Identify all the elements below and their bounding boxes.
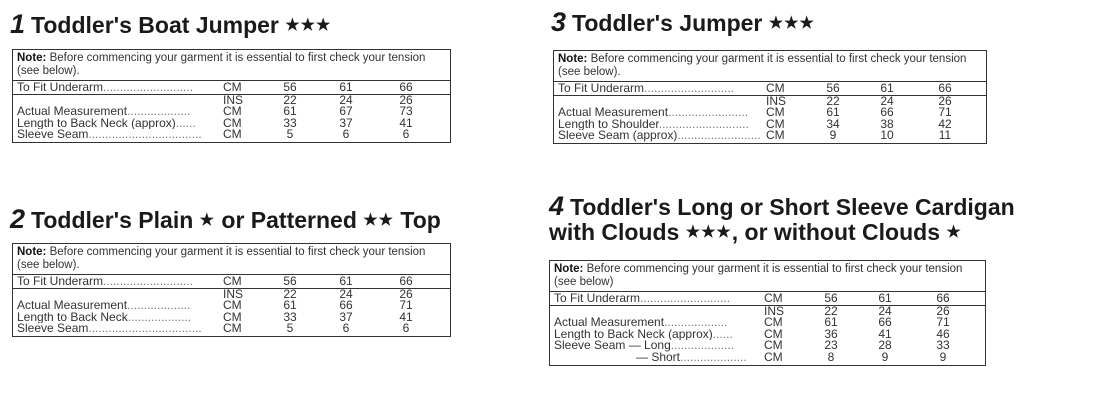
- size-value: 10: [880, 128, 894, 143]
- pattern-2-title-mid: or Patterned: [221, 207, 357, 233]
- row-label: [17, 312, 223, 324]
- size-value: 22: [283, 286, 297, 301]
- size-value: 26: [399, 92, 413, 107]
- tension-note: Note: Before commencing your garment it is essential to first check your tension (see below): [550, 261, 985, 292]
- row-label: [558, 107, 766, 119]
- pattern-2-number: 2: [10, 204, 26, 234]
- unit-label: INS: [764, 303, 785, 318]
- row-label-text: To Fit Underarm: [17, 82, 104, 94]
- difficulty-stars: ★★★: [768, 15, 815, 32]
- size-value: 42: [938, 116, 952, 131]
- tension-note: Note: Before commencing your garment it is essential to first check your tension (see below).: [554, 51, 986, 82]
- unit-label: CM: [766, 128, 785, 143]
- size-value: 41: [399, 309, 413, 324]
- row-label: [558, 119, 766, 131]
- pattern-1-size-table: [12, 49, 451, 143]
- row-label-text: To Fit Underarm: [554, 293, 641, 305]
- size-value: 46: [936, 326, 950, 341]
- size-value: 71: [936, 315, 950, 330]
- size-value: 38: [880, 116, 894, 131]
- leader-dots: .........................: [677, 130, 761, 142]
- row-label: [17, 82, 223, 94]
- size-value: 26: [936, 303, 950, 318]
- row-label: [17, 95, 223, 107]
- row-label: [17, 106, 223, 118]
- row-label: [554, 293, 764, 305]
- table-row: [17, 323, 446, 335]
- pattern-4-number: 4: [549, 191, 565, 221]
- size-value: 61: [878, 291, 892, 305]
- size-value: 41: [878, 326, 892, 341]
- size-value: 6: [402, 321, 410, 336]
- size-value: 41: [399, 115, 413, 130]
- leader-dots: ...................: [670, 340, 735, 352]
- pattern-3-title: Toddler's Jumper: [572, 10, 763, 36]
- unit-label: INS: [223, 92, 244, 107]
- pattern-2-title: Toddler's Plain: [31, 207, 194, 233]
- unit-label: CM: [764, 315, 783, 330]
- unit-label: CM: [766, 81, 785, 95]
- unit-label: CM: [223, 115, 242, 130]
- difficulty-stars: ★★★: [685, 224, 732, 241]
- size-value: 9: [829, 128, 837, 143]
- row-label: [554, 306, 764, 318]
- size-value: 66: [880, 105, 894, 120]
- size-value: 9: [881, 349, 889, 364]
- pattern-3-number: 3: [551, 7, 567, 37]
- unit-label: CM: [223, 104, 242, 119]
- row-label: [17, 300, 223, 312]
- size-value: 66: [878, 315, 892, 330]
- size-value: 24: [880, 93, 894, 108]
- row-label-text: Actual Measurement: [17, 106, 128, 118]
- size-value: 61: [283, 298, 297, 313]
- difficulty-stars: ★: [199, 212, 216, 229]
- size-value: 66: [339, 298, 353, 313]
- size-value: 22: [824, 303, 838, 318]
- size-value: 24: [878, 303, 892, 318]
- leader-dots: ...........................: [658, 118, 749, 131]
- table-row: [17, 129, 446, 141]
- row-label-text: Actual Measurement: [554, 317, 665, 329]
- row-label-text: Actual Measurement: [17, 300, 128, 312]
- pattern-3-heading: [551, 7, 815, 37]
- size-value: 6: [402, 127, 410, 142]
- row-label-text: Sleeve Seam: [17, 323, 89, 335]
- unit-label: INS: [223, 286, 244, 301]
- difficulty-stars: ★★: [363, 212, 394, 229]
- size-value: 33: [936, 338, 950, 353]
- row-label-text: To Fit Underarm: [17, 276, 104, 288]
- unit-label: CM: [223, 321, 242, 336]
- row-label: [554, 317, 764, 329]
- leader-dots: ......: [712, 328, 733, 341]
- size-value: 67: [339, 104, 353, 119]
- size-value: 66: [936, 291, 950, 305]
- leader-dots: ...................: [664, 317, 728, 329]
- unit-label: CM: [223, 274, 242, 288]
- leader-dots: ......: [175, 117, 196, 130]
- size-value: 5: [286, 321, 294, 336]
- tension-note: Note: Before commencing your garment it is essential to first check your tension (see below).: [13, 50, 450, 81]
- size-value: 56: [283, 274, 297, 288]
- pattern-1-title: Toddler's Boat Jumper: [31, 12, 279, 38]
- row-label-text: Sleeve Seam: [17, 129, 89, 141]
- leader-dots: ...................: [127, 311, 192, 324]
- size-value: 61: [880, 81, 894, 95]
- difficulty-stars: ★★★: [285, 17, 332, 34]
- leader-dots: ..................................: [88, 129, 202, 141]
- row-label: [558, 96, 766, 108]
- size-value: 6: [342, 127, 350, 142]
- size-value: 22: [826, 93, 840, 108]
- size-value: 56: [826, 81, 840, 95]
- size-value: 71: [399, 298, 413, 313]
- row-label: [17, 129, 223, 141]
- row-label-text: Sleeve Seam (approx): [558, 130, 678, 142]
- row-label: [17, 289, 223, 301]
- size-value: 71: [938, 105, 952, 120]
- size-value: 66: [938, 81, 952, 95]
- row-label-text: Length to Shoulder: [558, 118, 659, 131]
- size-value: 61: [826, 105, 840, 120]
- row-label-text: — Short: [636, 351, 681, 364]
- row-label: [17, 118, 223, 130]
- tension-note: Note: Before commencing your garment it is essential to first check your tension (see below).: [13, 244, 450, 275]
- pattern-2-size-table: [12, 243, 451, 337]
- size-value: 5: [286, 127, 294, 142]
- pattern-4-heading: [549, 191, 1015, 221]
- unit-label: CM: [764, 291, 783, 305]
- unit-label: CM: [766, 116, 785, 131]
- row-label: [558, 83, 766, 95]
- leader-dots: ....................: [680, 351, 747, 364]
- size-value: 61: [824, 315, 838, 330]
- unit-label: CM: [223, 298, 242, 313]
- size-value: 11: [938, 128, 952, 143]
- row-label: [554, 329, 764, 341]
- unit-label: CM: [223, 80, 242, 94]
- size-value: 61: [283, 104, 297, 119]
- pattern-4-size-table: [549, 260, 986, 366]
- size-value: 33: [283, 115, 297, 130]
- pattern-4-title-line2b: , or without Clouds: [731, 219, 940, 245]
- row-label: [17, 276, 223, 288]
- size-value: 26: [938, 93, 952, 108]
- size-value: 66: [399, 274, 413, 288]
- leader-dots: ........................: [668, 107, 749, 119]
- size-value: 8: [827, 349, 835, 364]
- unit-label: CM: [223, 127, 242, 142]
- unit-label: INS: [766, 93, 787, 108]
- row-label: [17, 323, 223, 335]
- pattern-3-size-table: [553, 50, 987, 144]
- unit-label: CM: [764, 349, 783, 364]
- size-value: 37: [339, 309, 353, 324]
- size-value: 24: [339, 286, 353, 301]
- leader-dots: ...................: [127, 106, 191, 118]
- leader-dots: ...................: [127, 300, 191, 312]
- size-value: 24: [339, 92, 353, 107]
- difficulty-stars: ★: [946, 224, 962, 241]
- row-label: [554, 340, 764, 352]
- size-value: 56: [824, 291, 838, 305]
- size-value: 9: [939, 349, 947, 364]
- pattern-4-title-line2a: with Clouds: [549, 219, 680, 245]
- leader-dots: ...........................: [103, 82, 194, 94]
- pattern-1-heading: [10, 9, 332, 39]
- size-value: 66: [399, 80, 413, 94]
- row-label-text: Length to Back Neck: [17, 311, 128, 324]
- pattern-4-title: Toddler's Long or Short Sleeve Cardigan: [570, 194, 1015, 220]
- unit-label: CM: [764, 326, 783, 341]
- row-label-text: Actual Measurement: [558, 107, 669, 119]
- unit-label: CM: [764, 338, 783, 353]
- size-value: 61: [339, 80, 353, 94]
- size-value: 33: [283, 309, 297, 324]
- size-value: 56: [283, 80, 297, 94]
- size-value: 28: [878, 338, 892, 353]
- leader-dots: ...........................: [640, 293, 731, 305]
- row-label: [558, 130, 766, 142]
- leader-dots: ..................................: [88, 323, 202, 335]
- size-value: 6: [342, 321, 350, 336]
- pattern-1: [10, 9, 332, 39]
- size-value: 37: [339, 115, 353, 130]
- pattern-2-heading: [10, 204, 441, 234]
- pattern-4-heading-line2: [549, 220, 1015, 245]
- row-label-text: Length to Back Neck (approx): [554, 328, 713, 341]
- size-value: 26: [399, 286, 413, 301]
- leader-dots: ...........................: [103, 276, 194, 288]
- row-label-text: Length to Back Neck (approx): [17, 117, 176, 130]
- row-label-text: Sleeve Seam — Long: [554, 340, 671, 352]
- pattern-2-title-end: Top: [400, 207, 441, 233]
- pattern-4: [549, 191, 1015, 245]
- size-value: 22: [283, 92, 297, 107]
- size-value: 36: [824, 326, 838, 341]
- size-value: 61: [339, 274, 353, 288]
- pattern-3: [551, 7, 815, 37]
- size-value: 23: [824, 338, 838, 353]
- row-label-text: To Fit Underarm: [558, 83, 645, 95]
- pattern-2: [10, 204, 441, 234]
- leader-dots: ...........................: [644, 83, 735, 95]
- unit-label: CM: [766, 105, 785, 120]
- unit-label: CM: [223, 309, 242, 324]
- table-row: [558, 130, 982, 142]
- pattern-1-number: 1: [10, 9, 26, 39]
- size-value: 73: [399, 104, 413, 119]
- row-label: [554, 352, 764, 364]
- size-value: 34: [826, 116, 840, 131]
- table-row: [554, 349, 981, 364]
